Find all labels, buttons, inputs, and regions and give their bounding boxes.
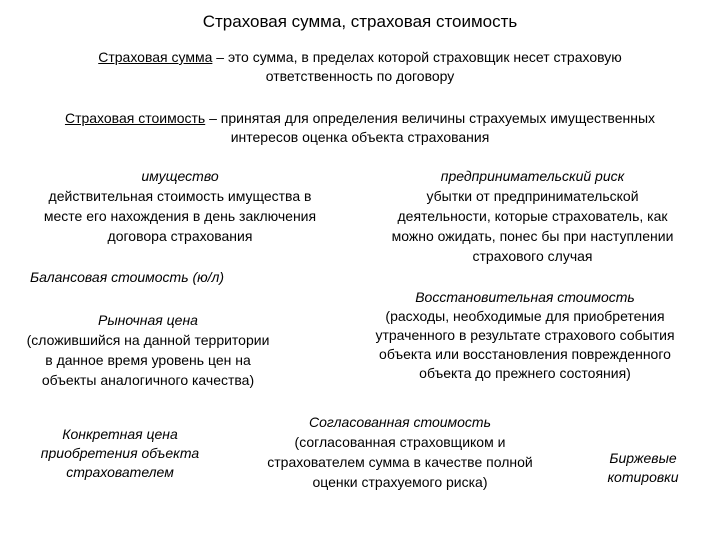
exchange-quotes-block [588,449,698,487]
insured-sum-text-line2: ответственность по договору [265,68,455,84]
page-title: Страховая сумма, страховая стоимость [202,12,518,31]
business-risk-text-line: можно ожидать, понес бы при наступлении [391,228,674,244]
specific-price-line: страхователем [66,464,174,480]
exchange-quotes-line: Биржевые [609,450,677,466]
agreed-value-text-line: оценки страхуемого риска) [312,474,488,490]
agreed-value-block [240,412,560,492]
property-text-line: действительная стоимость имущества в [48,188,312,204]
property-text-line: договора страхования [107,228,253,244]
restoration-value-heading: Восстановительная стоимость [415,289,635,305]
agreed-value-text-line: страхователем сумма в качестве полной [267,454,533,470]
restoration-value-text-line: объекта или восстановления поврежденного [379,346,671,362]
market-price-text-line: в данное время уровень цен на [45,352,251,368]
insured-value-line [0,109,720,128]
property-block [10,166,350,246]
specific-price-line: приобретения объекта [40,445,200,461]
insured-value-term: Страховая стоимость [64,110,206,126]
agreed-value-heading: Согласованная стоимость [309,414,491,430]
agreed-value-text-line: (согласованная страховщиком и [294,434,506,450]
insured-sum-line [40,48,680,67]
restoration-value-text-line: утраченного в результате страхового события [375,327,675,343]
property-text-line: месте его нахождения в день заключения [43,208,317,224]
specific-price-line: Конкретная цена [62,426,178,442]
business-risk-text-line: страхового случая [472,248,593,264]
insured-sum-text: – это сумма, в пределах которой страховщик несет страховую [212,49,622,65]
market-price-text-line: (сложившийся на данной территории [26,332,270,348]
insured-value-text: – принятая для определения величины страхуемых имущественных [205,110,656,126]
market-price-heading: Рыночная цена [98,312,198,328]
business-risk-text-line: убытки от предпринимательской [426,188,639,204]
exchange-quotes-line: котировки [607,469,679,485]
business-risk-text-line: деятельности, которые страхователь, как [397,208,668,224]
insured-sum-definition [40,48,680,86]
balance-value-item: Балансовая стоимость (ю/л) [30,269,225,285]
property-heading: имущество [141,168,219,184]
specific-price-block [20,425,220,482]
market-price-block [0,310,296,390]
insured-sum-term: Страховая сумма [98,49,213,65]
restoration-value-block [335,288,715,383]
insured-value-text-line2: интересов оценка объекта страхования [230,129,490,145]
restoration-value-text-line: (расходы, необходимые для приобретения [385,308,665,324]
business-risk-block [355,166,710,266]
insured-value-definition [0,109,720,147]
market-price-text-line: объекты аналогичного качества) [41,372,255,388]
business-risk-heading: предпринимательский риск [440,168,625,184]
restoration-value-text-line: объекта до прежнего состояния) [419,365,631,381]
